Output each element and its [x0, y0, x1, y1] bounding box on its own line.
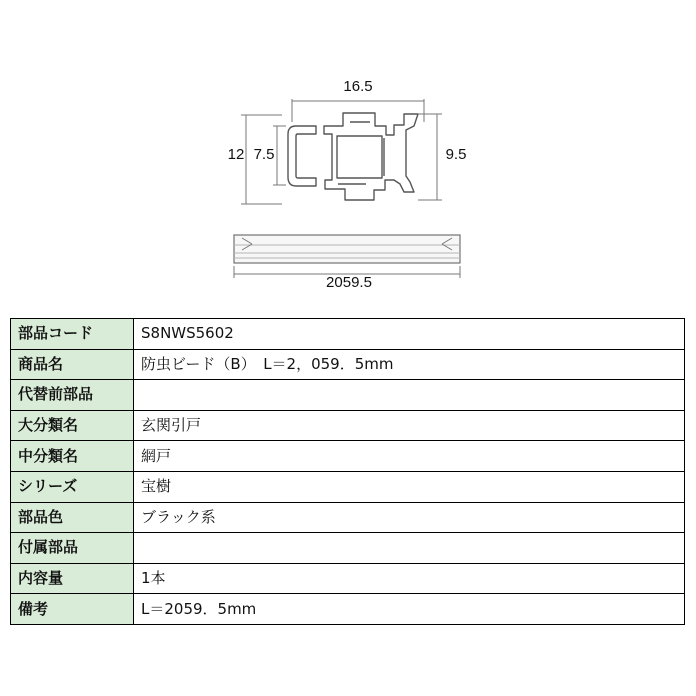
table-row-label: 代替前部品	[11, 380, 134, 411]
table-row-value: 網戸	[134, 441, 685, 472]
product-drawing	[0, 0, 696, 300]
dimension-width: 16.5	[343, 78, 373, 95]
table-row-label: 備考	[11, 594, 134, 625]
table-row-value: 1本	[134, 563, 685, 594]
table-row-label: 大分類名	[11, 410, 134, 441]
table-row	[11, 563, 685, 594]
table-row-value: 宝樹	[134, 471, 685, 502]
table-row-label: 商品名	[11, 349, 134, 380]
spec-table	[10, 318, 685, 625]
table-row	[11, 594, 685, 625]
table-row	[11, 471, 685, 502]
table-row	[11, 380, 685, 411]
table-row-label: 内容量	[11, 563, 134, 594]
table-row-label: 中分類名	[11, 441, 134, 472]
dimension-length: 2059.5	[326, 274, 372, 291]
table-row-label: 部品コード	[11, 319, 134, 350]
table-row-value: ブラック系	[134, 502, 685, 533]
dimension-height-total: 12	[227, 146, 245, 163]
table-row	[11, 502, 685, 533]
table-row	[11, 533, 685, 564]
table-row-value	[134, 533, 685, 564]
table-row	[11, 349, 685, 380]
table-row-label: 付属部品	[11, 533, 134, 564]
table-row-value: 防虫ビード（B） L＝2，059．5mm	[134, 349, 685, 380]
table-row-value	[134, 380, 685, 411]
side-view-strip	[234, 235, 460, 263]
table-row	[11, 441, 685, 472]
dimension-height-right: 9.5	[445, 146, 467, 163]
table-row-label: 部品色	[11, 502, 134, 533]
table-row	[11, 410, 685, 441]
dimension-height-inner: 7.5	[253, 146, 275, 163]
table-row-value: L＝2059．5mm	[134, 594, 685, 625]
table-row-value: S8NWS5602	[134, 319, 685, 350]
cross-section-profile	[288, 113, 418, 200]
table-row	[11, 319, 685, 350]
table-row-value: 玄関引戸	[134, 410, 685, 441]
table-row-label: シリーズ	[11, 471, 134, 502]
